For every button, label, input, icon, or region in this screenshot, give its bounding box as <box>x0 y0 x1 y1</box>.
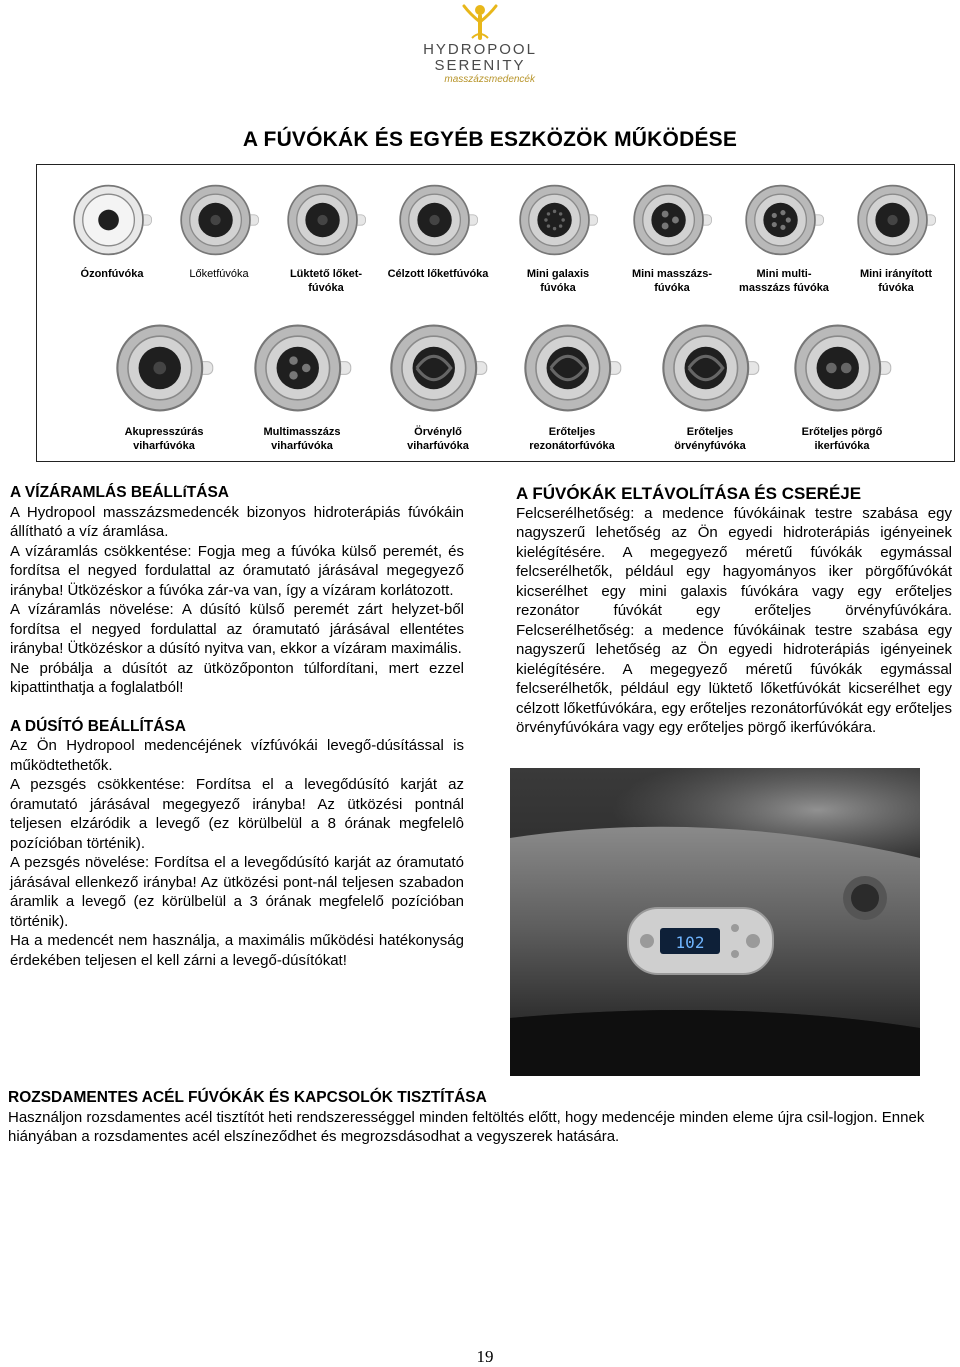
jet-ozone-icon <box>69 177 155 263</box>
jet-vortex-icon <box>657 315 763 421</box>
jet-acu-icon <box>111 315 217 421</box>
aerator-paragraph-1: Az Ön Hydropool medencéjének vízfúvókái levegő-dúsítással is működtethetők. <box>10 737 464 774</box>
jet-caption: Mini irányított fúvóka <box>859 268 933 294</box>
jet-caption: Örvénylő viharfúvóka <box>407 426 469 452</box>
jet-item <box>645 315 775 453</box>
jet-item <box>57 177 167 281</box>
flow-paragraph-1: A Hydropool masszázsmedencék bizonyos hidroterápiás fúvókáin állítható a víz áramlása. <box>10 503 464 540</box>
jet-plain-icon <box>176 177 262 263</box>
jet-pulse-icon <box>283 177 369 263</box>
jet-item <box>729 177 839 295</box>
logo-line-3: masszázsmedencék <box>444 74 535 85</box>
jet-item <box>99 315 229 453</box>
jet-caption: Ózonfúvóka <box>80 268 144 280</box>
aerator-heading: A DÚSÍTÓ BEÁLLÍTÁSA <box>10 717 186 735</box>
right-column <box>516 484 952 738</box>
display-readout: 102 <box>675 933 705 952</box>
jet-item <box>841 177 951 295</box>
replacement-paragraph: Felcserélhetőség: a medence fúvókáinak testre szabása egy nagyszerű lehetőség az Ön egyedi hidroterápiás igényeinek kielégítésére. A megegyező méretű fúvókák egymással felcserélhetők, például egy hagyományos iker pörgőfúvókát kicserélhet egy mini galaxis fúvókára vagy egy erőteljes rezonátor fúvókát egy erőteljes örvényfúvókára. Felcserélhetőség: a medence fúvókáinak testre szabása egy nagyszerű lehetőség az Ön egyedi hidroterápiás igényeinek kielégítésére. A megegyező méretű fúvókák egymással felcserélhetők, például egy lüktető lőketfúvókát kicserélhet egy célzott lőketfúvókára, egy erőteljes rezonátorfúvókát egy erőteljes örvényfúvókára vagy egy erőteljes pörgő ikerfúvókára. <box>516 504 952 736</box>
jet-multi-icon <box>249 315 355 421</box>
jet-galaxy-icon <box>515 177 601 263</box>
jet-mini3-icon <box>629 177 715 263</box>
jet-item <box>507 315 637 453</box>
spa-control-panel-photo <box>510 768 920 1076</box>
flow-paragraph-2: A vízáramlás csökkentése: Fogja meg a fúvóka külső peremét, és fordítsa el negyed fordulattal az óramutató járásával megegyező irányba! Ütközéskor a fúvóka zár-va van, így a vízáram korlátozott. <box>10 542 464 599</box>
jet-caption: Erőteljes örvényfúvóka <box>674 426 746 452</box>
jet-item <box>164 177 274 281</box>
jet-item <box>617 177 727 295</box>
jet-caption: Akupresszúrás viharfúvóka <box>124 426 204 452</box>
replacement-heading: A FÚVÓKÁK ELTÁVOLÍTÁSA ÉS CSERÉJE <box>516 484 862 503</box>
logo-line-2: SERENITY <box>434 57 526 74</box>
jet-caption: Mini multi- masszázs fúvóka <box>739 268 829 294</box>
cleaning-paragraph: Használjon rozsdamentes acél tisztítót heti rendszerességgel minden feltöltés előtt, hogy medencéje minden eleme újra csil-logjon. Ennek hiányában a rozsdamentes acél elszíneződhet és megrozsdásodhat a vegyszerek hatására. <box>8 1108 925 1145</box>
jet-caption: Erőteljes rezonátorfúvóka <box>529 426 615 452</box>
aerator-paragraph-2: A pezsgés csökkentése: Fordítsa el a levegődúsító karját az óramutató járásával megegyező irányba! Az ütközési pontnál teljesen elzáródik a levegő (ez körülbelül a 8 órának megfelelô pozícióban történik). <box>10 776 464 852</box>
jet-caption: Lüktető lőket- fúvóka <box>289 268 363 294</box>
jet-caption: Mini galaxis fúvóka <box>526 268 590 294</box>
page-number: 19 <box>476 1347 494 1366</box>
jet-caption: Erőteljes pörgő ikerfúvóka <box>801 426 883 452</box>
jet-item <box>271 177 381 295</box>
flow-heading: A VÍZÁRAMLÁS BEÁLLíTÁSA <box>10 484 229 501</box>
jet-reson-icon <box>519 315 625 421</box>
jet-swirl-icon <box>385 315 491 421</box>
jet-mini5-icon <box>741 177 827 263</box>
cleaning-heading: ROZSDAMENTES ACÉL FÚVÓKÁK ÉS KAPCSOLÓK TISZTÍTÁSA <box>8 1089 487 1106</box>
logo-line-1: HYDROPOOL <box>423 41 537 58</box>
jet-caption: Célzott lőketfúvóka <box>387 268 489 280</box>
jet-item <box>373 315 503 453</box>
jet-gallery <box>36 164 955 462</box>
sun-figure-icon <box>458 2 502 40</box>
jet-caption: Mini masszázs- fúvóka <box>631 268 713 294</box>
aerator-paragraph-3: A pezsgés növelése: Fordítsa el a levegődúsító karját az óramutató járásával ellenkező irányba! Az ütközési pont-nál teljesen szabadon áramlik a levegő (ez körülbelül a 3 órának megfelelő pozícióban történik). <box>10 854 464 930</box>
jet-caption: Lőketfúvóka <box>189 268 249 280</box>
jet-item <box>383 177 493 281</box>
jet-twin-icon <box>789 315 895 421</box>
left-column <box>10 483 464 970</box>
flow-paragraph-3: A vízáramlás növelése: A dúsító külső peremét zárt helyzet-ből fordítsa el negyed fordulattal az óramutató járásával ellentétes irányba! Ütközéskor a dúsító nyitva van, ekkor a vízáram maximális. <box>10 601 464 657</box>
cleaning-section <box>8 1088 948 1147</box>
jet-item <box>503 177 613 295</box>
jet-target-icon <box>395 177 481 263</box>
jet-item <box>237 315 367 453</box>
flow-paragraph-4: Ne próbálja a dúsítót az ütközőponton túlfordítani, mert ezzel kipattinthatja a foglalatból! <box>10 659 464 696</box>
jet-caption: Multimasszázs viharfúvóka <box>263 426 341 452</box>
aerator-paragraph-4: Ha a medencét nem használja, a maximális működési hatékonyság érdekében teljesen el kell zárni a levegő-dúsítókat! <box>10 932 464 969</box>
page-title: A FÚVÓKÁK ÉS EGYÉB ESZKÖZÖK MŰKÖDÉSE <box>242 128 738 151</box>
jet-direct-icon <box>853 177 939 263</box>
jet-item <box>777 315 907 453</box>
hydropool-logo <box>405 0 555 92</box>
